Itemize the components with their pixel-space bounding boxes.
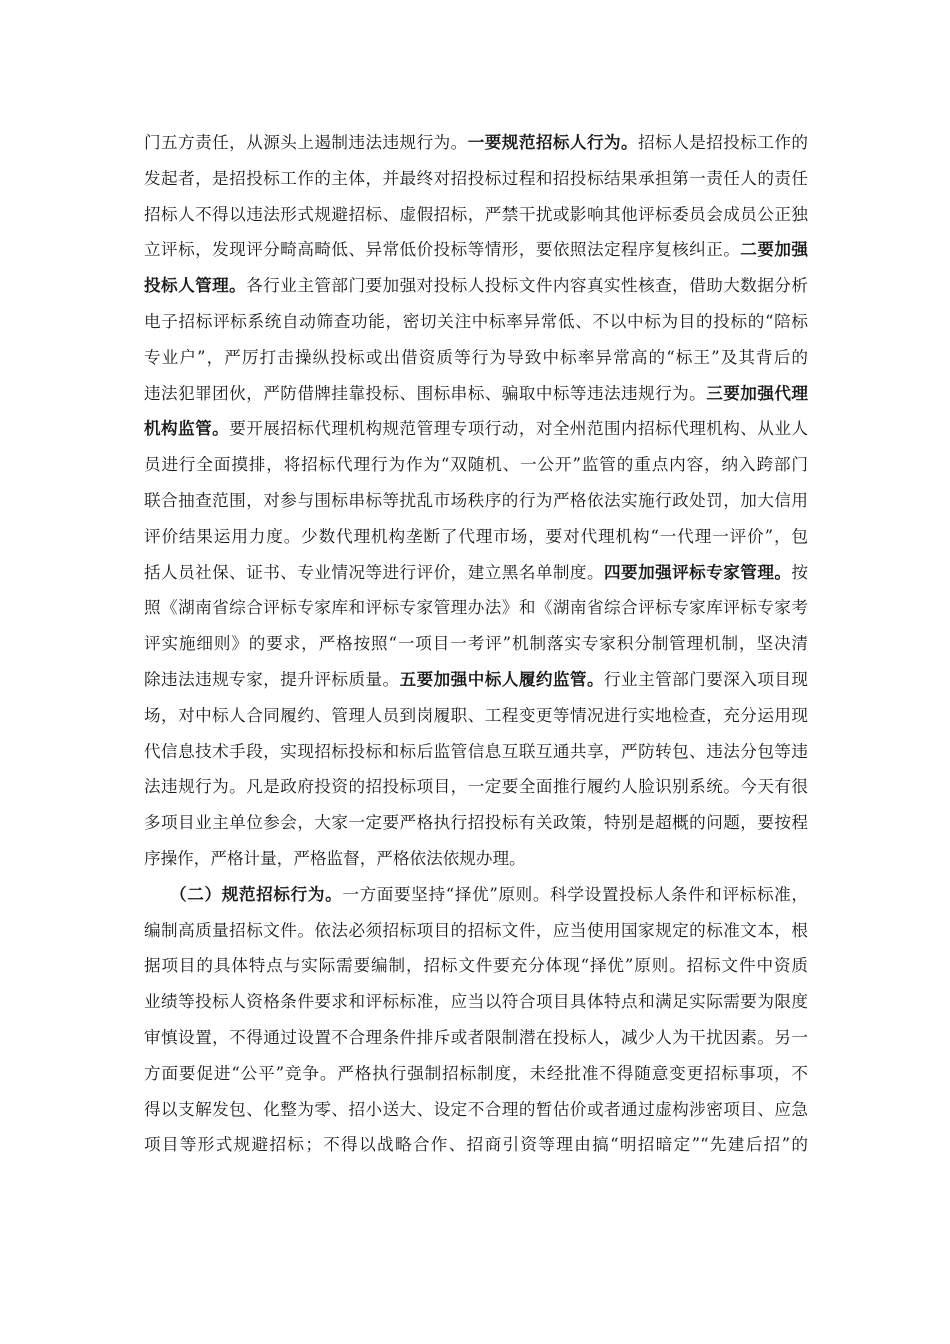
- text-line: [144, 555, 808, 591]
- text-line: 方面要促进“公平”竞争。严格执行强制招标制度，未经批准不得随意变更招标事项，不: [144, 1063, 808, 1083]
- text-run: 招标人是招投标工作的: [638, 133, 809, 152]
- bold-point-2: 二要加强: [740, 240, 809, 260]
- text-line: [144, 411, 808, 447]
- text-line: [144, 268, 808, 304]
- section-heading: （二）规范招标行为。: [170, 883, 343, 904]
- text-line: 法违规行为。凡是政府投资的招投标项目，一定要全面推行履约人脸识别系统。今天有很: [144, 777, 808, 797]
- bold-point-4: 四要加强评标专家管理。: [604, 562, 792, 582]
- document-page: [144, 125, 808, 1163]
- text-line: 电子招标评标系统自动筛查功能，密切关注中标率异常低、不以中标为目的投标的“陪标: [144, 311, 808, 331]
- text-line: 照《湖南省综合评标专家库和评标专家管理办法》和《湖南省综合评标专家库评标专家考: [144, 598, 808, 618]
- text-line: 招标人不得以违法形式规避招标、虚假招标，严禁干扰或影响其他评标委员会成员公正独: [144, 204, 808, 224]
- bold-point-3: 三要加强代理: [706, 383, 809, 403]
- text-line: 员进行全面摸排，将招标代理行为作为“双随机、一公开”监管的重点内容，纳入跨部门: [144, 455, 808, 475]
- text-run: 各行业主管部门要加强对投标人投标文件内容真实性核查，借助大数据分析: [246, 276, 809, 296]
- bold-point-2-cont: 投标人管理。: [144, 276, 247, 296]
- text-line: 据项目的具体特点与实际需要编制，招标文件要充分体现“择优”原则。招标文件中资质: [144, 956, 808, 976]
- text-line: [144, 662, 808, 698]
- text-run: 立评标，发现评分畸高畸低、异常低价投标等情形，要依照法定程序复核纠正。: [144, 240, 741, 260]
- text-run: 行业主管部门要深入项目现: [604, 669, 809, 689]
- text-line: 序操作，严格计量，严格监督，严格依法依规办理。: [144, 848, 526, 868]
- text-line: 编制高质量招标文件。依法必须招标项目的招标文件，应当使用国家规定的标准文本，根: [144, 920, 808, 940]
- text-line: [144, 232, 808, 268]
- text-line: 得以支解发包、化整为零、招小送大、设定不合理的暂估价或者通过虚构涉密项目、应急: [144, 1099, 808, 1119]
- text-run: 要开展招标代理机构规范管理专项行动，对全州范围内招标代理机构、从业人: [229, 419, 809, 439]
- paragraph-2: [144, 877, 808, 1163]
- text-line: [144, 376, 808, 412]
- text-line: 业绩等投标人资格条件要求和评标标准，应当以符合项目具体特点和满足实际需要为限度: [144, 992, 808, 1012]
- text-line: 审慎设置，不得通过设置不合理条件排斥或者限制潜在投标人，减少人为干扰因素。另一: [144, 1027, 808, 1047]
- text-line: 评实施细则》的要求，严格按照“一项目一考评”机制落实专家积分制管理机制，坚决清: [144, 634, 808, 654]
- text-line: 项目等形式规避招标；不得以战略合作、招商引资等理由搞“明招暗定”“先建后招”的: [144, 1135, 808, 1155]
- text-run: 括人员社保、证书、专业情况等进行评价，建立黑名单制度。: [144, 562, 604, 582]
- text-run: 一方面要坚持“择优”原则。科学设置投标人条件和评标标准，: [342, 884, 809, 904]
- text-run: 门五方责任，从源头上遏制违法违规行为。: [144, 133, 468, 152]
- paragraph-1: [144, 125, 808, 877]
- text-line: [144, 877, 808, 913]
- text-line: 发起者，是招投标工作的主体，并最终对招投标过程和招投标结果承担第一责任人的责任: [144, 168, 808, 188]
- bold-point-1: 一要规范招标人行为。: [467, 133, 639, 152]
- text-line: 代信息技术手段，实现招标投标和标后监管信息互联互通共享，严防转包、违法分包等违: [144, 741, 808, 761]
- text-run: 除违法违规专家，提升评标质量。: [144, 669, 400, 689]
- bold-point-3-cont: 机构监管。: [144, 419, 230, 439]
- text-line: 联合抽查范围，对参与围标串标等扰乱市场秩序的行为严格依法实施行政处罚，加大信用: [144, 490, 808, 510]
- text-line: [144, 125, 808, 161]
- text-line: 专业户”，严厉打击操纵投标或出借资质等行为导致中标率异常高的“标王”及其背后的: [144, 347, 808, 367]
- text-line: 场，对中标人合同履约、管理人员到岗履职、工程变更等情况进行实地检查，充分运用现: [144, 705, 808, 725]
- text-line: 评价结果运用力度。少数代理机构垄断了代理市场，要对代理机构“一代理一评价”，包: [144, 526, 808, 546]
- bold-point-5: 五要加强中标人履约监管。: [399, 669, 605, 689]
- text-run: 按: [791, 562, 809, 582]
- text-run: 违法犯罪团伙，严防借牌挂靠投标、围标串标、骗取中标等违法违规行为。: [144, 383, 707, 403]
- text-line: 多项目业主单位参会，大家一定要严格执行招投标有关政策，特别是超概的问题，要按程: [144, 813, 808, 833]
